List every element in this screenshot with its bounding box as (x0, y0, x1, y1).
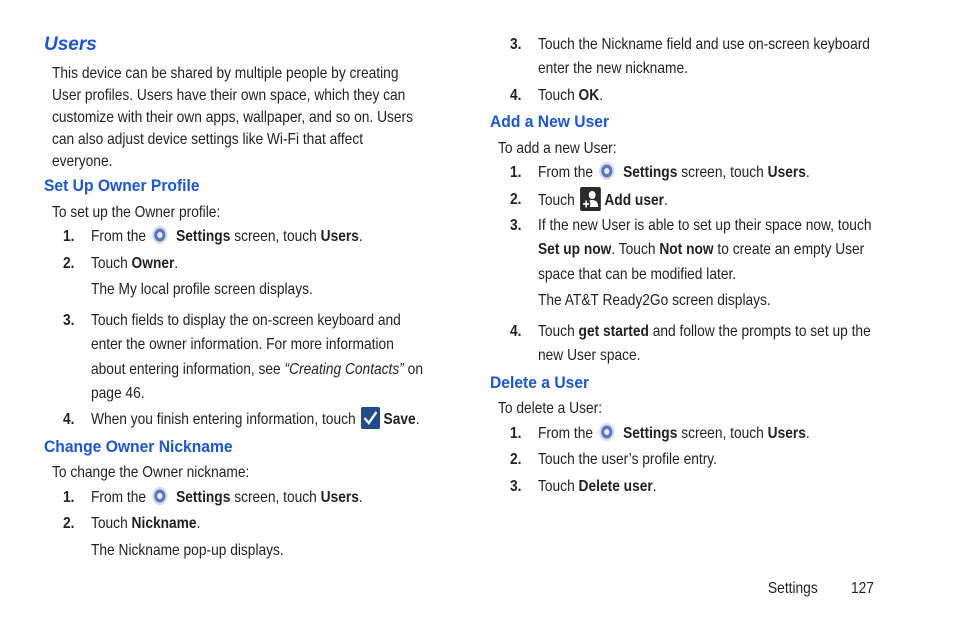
footer-section-name: Settings (768, 580, 818, 597)
add-step-3-line-2: Set up now. Touch Not now to create an empty User (538, 241, 865, 258)
step-number: 2. (63, 255, 75, 272)
setup-step-3-line-4: page 46. (91, 385, 145, 402)
checkmark-icon (361, 407, 380, 429)
change-step-3-line-2: enter the new nickname. (538, 60, 688, 77)
add-step-3-line-3: space that can be modified later. (538, 266, 737, 283)
change-intro: To change the Owner nickname: (52, 464, 250, 481)
heading-add-a-new-user: Add a New User (490, 112, 610, 131)
intro-line-2: User profiles. Users have their own space, which they can (52, 87, 406, 104)
delete-intro: To delete a User: (498, 400, 603, 417)
step-number: 1. (63, 489, 75, 506)
add-user-icon (580, 187, 601, 211)
add-step-1: From the Settings screen, touch Users. (538, 162, 810, 184)
add-step-3-result: The AT&T Ready2Go screen displays. (538, 292, 771, 309)
step-number: 4. (63, 411, 75, 428)
setup-step-3-line-2: enter the owner information. For more information (91, 336, 394, 353)
page-number: 127 (851, 580, 874, 597)
setup-intro: To set up the Owner profile: (52, 204, 221, 221)
heading-users: Users (44, 34, 97, 55)
heading-change-owner-nickname: Change Owner Nickname (44, 437, 233, 456)
add-intro: To add a new User: (498, 140, 617, 157)
settings-gear-icon (599, 422, 616, 442)
setup-step-2-result: The My local profile screen displays. (91, 281, 313, 298)
step-number: 3. (510, 36, 522, 53)
step-number: 1. (63, 228, 75, 245)
step-number: 2. (63, 515, 75, 532)
settings-gear-icon (152, 225, 169, 245)
delete-step-3: Touch Delete user. (538, 478, 657, 495)
heading-set-up-owner-profile: Set Up Owner Profile (44, 176, 200, 195)
setup-step-2: Touch Owner. (91, 255, 179, 272)
change-step-4: Touch OK. (538, 87, 604, 104)
step-number: 4. (510, 87, 522, 104)
step-number: 4. (510, 323, 522, 340)
step-number: 1. (510, 425, 522, 442)
setup-step-1: From the Settings screen, touch Users. (91, 226, 363, 248)
step-number: 3. (510, 478, 522, 495)
change-step-2: Touch Nickname. (91, 515, 201, 532)
add-step-4-line-1: Touch get started and follow the prompts to set up the (538, 323, 871, 340)
step-number: 1. (510, 164, 522, 181)
step-number: 3. (63, 312, 75, 329)
intro-line-3: customize with their own apps, wallpaper, and so on. Users (52, 109, 413, 126)
delete-step-2: Touch the user’s profile entry. (538, 451, 717, 468)
heading-delete-a-user: Delete a User (490, 373, 590, 392)
settings-gear-icon (599, 161, 616, 181)
intro-line-5: everyone. (52, 153, 113, 170)
step-number: 2. (510, 451, 522, 468)
step-number: 3. (510, 217, 522, 234)
creating-contacts-reference[interactable]: “Creating Contacts” (284, 361, 404, 378)
change-step-2-result: The Nickname pop-up displays. (91, 542, 284, 559)
intro-line-4: can also adjust device settings like Wi-Fi that affect (52, 131, 364, 148)
setup-step-3-line-3: about entering information, see “Creating Contacts” on (91, 361, 423, 378)
add-step-4-line-2: new User space. (538, 347, 641, 364)
step-number: 2. (510, 191, 522, 208)
add-step-2: Touch Add user. (538, 189, 668, 213)
intro-line-1: This device can be shared by multiple people by creating (52, 65, 399, 82)
setup-step-3-line-1: Touch fields to display the on-screen keyboard and (91, 312, 401, 329)
delete-step-1: From the Settings screen, touch Users. (538, 423, 810, 445)
settings-gear-icon (152, 486, 169, 506)
add-step-3-line-1: If the new User is able to set up their space now, touch (538, 217, 872, 234)
setup-step-4: When you finish entering information, touch Save. (91, 409, 420, 431)
change-step-3-line-1: Touch the Nickname field and use on-screen keyboard (538, 36, 870, 53)
change-step-1: From the Settings screen, touch Users. (91, 487, 363, 509)
